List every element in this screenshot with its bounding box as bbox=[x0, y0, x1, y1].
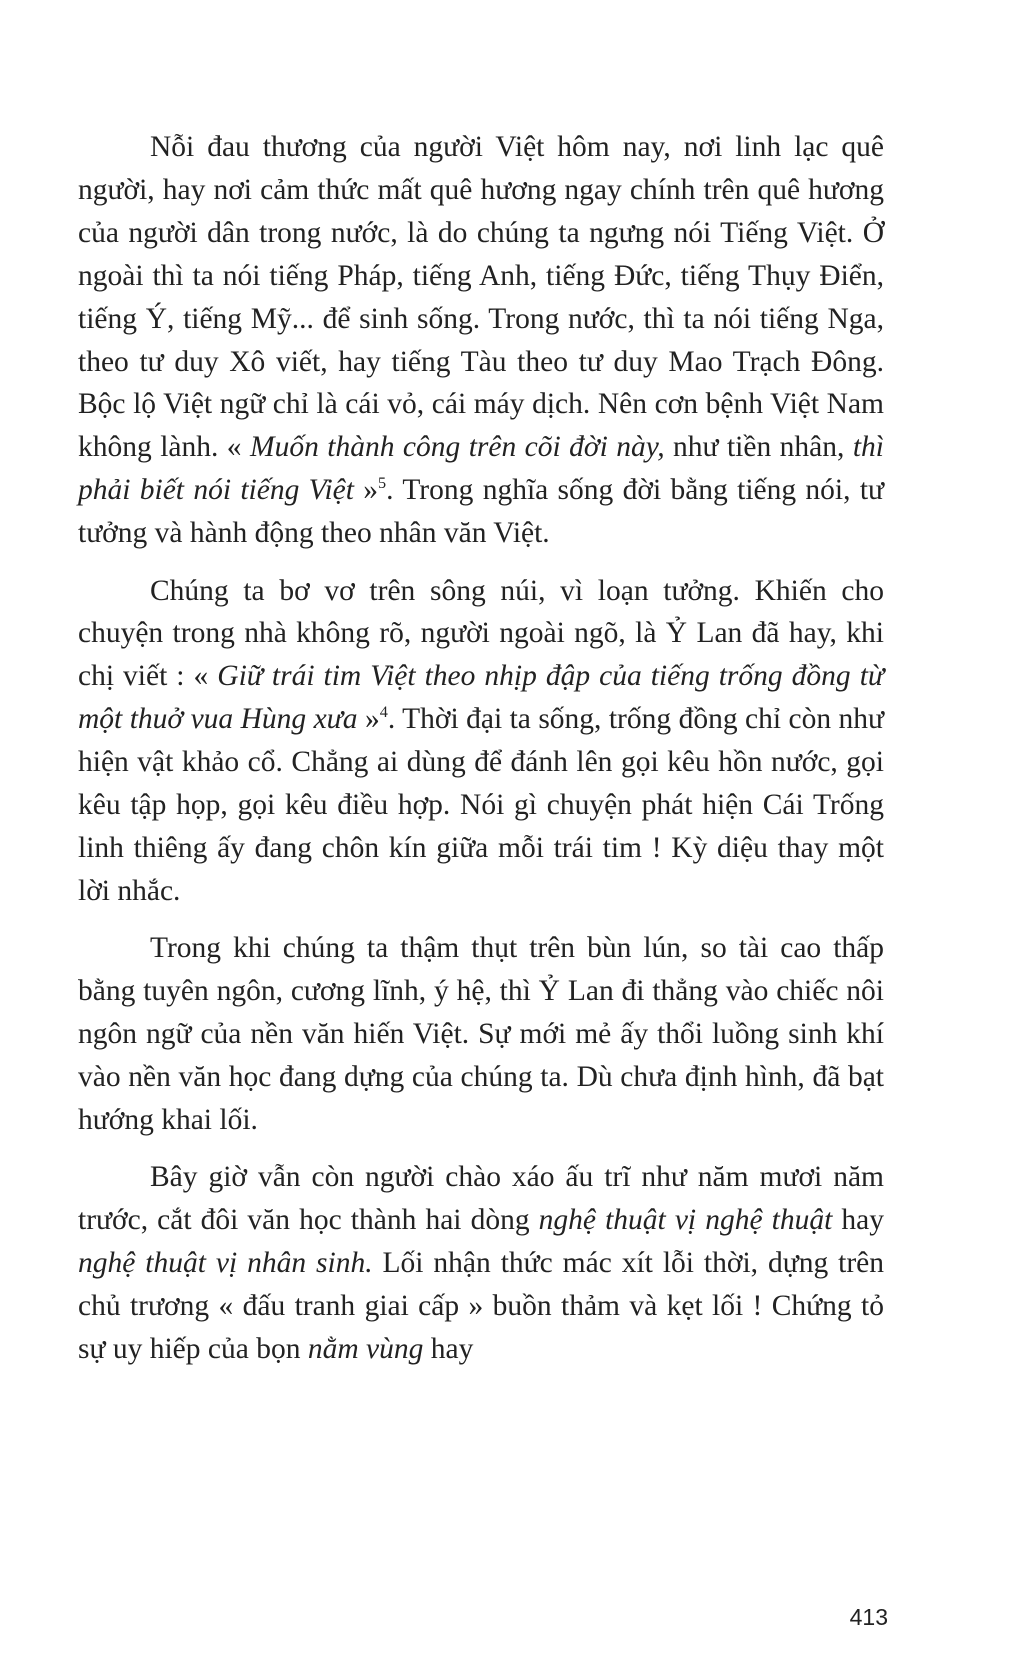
term-italic: nằm vùng bbox=[307, 1332, 424, 1365]
footnote-marker: 5 bbox=[378, 474, 387, 493]
footnote-marker: 4 bbox=[379, 703, 388, 722]
paragraph-4 bbox=[78, 1156, 884, 1371]
text-span: . Trong nghĩa sống đời bằng tiếng nói, tư tưởng và hành động theo nhân văn Việt. bbox=[78, 474, 885, 550]
text-span: như tiền nhân, bbox=[664, 431, 853, 464]
text-span: Chúng ta bơ vơ trên sông núi, vì loạn tưởng. Khiến cho chuyện trong nhà không rõ, người ngoài ngõ, là Ỷ Lan đã hay, khi chị viết : « bbox=[78, 574, 884, 693]
term-italic: nghệ thuật vị nghệ thuật bbox=[538, 1204, 833, 1237]
text-span: Lối nhận thức mác xít lỗi thời, dựng trên chủ trương « đấu tranh giai cấp » buồn thảm và kẹt lối ! Chứng tỏ sự uy hiếp của bọn bbox=[78, 1247, 884, 1365]
text-span: . Thời đại ta sống, trống đồng chỉ còn như hiện vật khảo cổ. Chẳng ai dùng để đánh lên gọi kêu hồn nước, gọi kêu tập họp, gọi kêu điều hợp. Nói gì chuyện phát hiện Cái Trống linh thiêng ấy đang chôn kín giữa mỗi trái tim ! Kỳ diệu thay một lời nhắc. bbox=[78, 703, 884, 907]
text-span: hay bbox=[423, 1332, 474, 1365]
quote-italic: thì phải biết nói tiếng Việt bbox=[78, 431, 884, 507]
body-text bbox=[78, 126, 884, 1371]
paragraph-3 bbox=[78, 927, 884, 1142]
term-italic: nghệ thuật vị nhân sinh. bbox=[78, 1247, 373, 1280]
text-span: hay bbox=[832, 1204, 884, 1237]
text-span: Nỗi đau thương của người Việt hôm nay, nơi linh lạc quê người, hay nơi cảm thức mất quê hương ngay chính trên quê hương của người dân trong nước, là do chúng ta ngưng nói Tiếng Việt. Ở ngoài thì ta nói tiếng Pháp, tiếng Anh, tiếng Đức, tiếng Thụy Điển, tiếng Ý, tiếng Mỹ... để sinh sống. Trong nước, thì ta nói tiếng Nga, theo tư duy Xô viết, hay tiếng Tàu theo tư duy Mao Trạch Đông. Bộc lộ Việt ngữ chỉ là cái vỏ, cái máy dịch. Nên cơn bệnh Việt Nam không lành. « bbox=[78, 131, 884, 464]
page-number: 413 bbox=[849, 1604, 888, 1630]
text-span: » bbox=[353, 474, 379, 507]
paragraph-2 bbox=[78, 570, 884, 913]
quote-italic: Muốn thành công trên cõi đời này, bbox=[250, 431, 665, 464]
text-span: Bây giờ vẫn còn người chào xáo ấu trĩ như năm mươi năm trước, cắt đôi văn học thành hai dòng bbox=[78, 1161, 884, 1237]
quote-italic: Giữ trái tim Việt theo nhịp đập của tiếng trống đồng từ một thuở vua Hùng xưa bbox=[78, 660, 884, 736]
text-span: Trong khi chúng ta thậm thụt trên bùn lún, so tài cao thấp bằng tuyên ngôn, cương lĩnh, ý hệ, thì Ỷ Lan đi thẳng vào chiếc nôi ngôn ngữ của nền văn hiến Việt. Sự mới mẻ ấy thổi luồng sinh khí vào nền văn học đang dựng của chúng ta. Dù chưa định hình, đã bạt hướng khai lối. bbox=[78, 932, 884, 1136]
paragraph-1 bbox=[78, 126, 884, 555]
text-span: » bbox=[357, 703, 380, 736]
